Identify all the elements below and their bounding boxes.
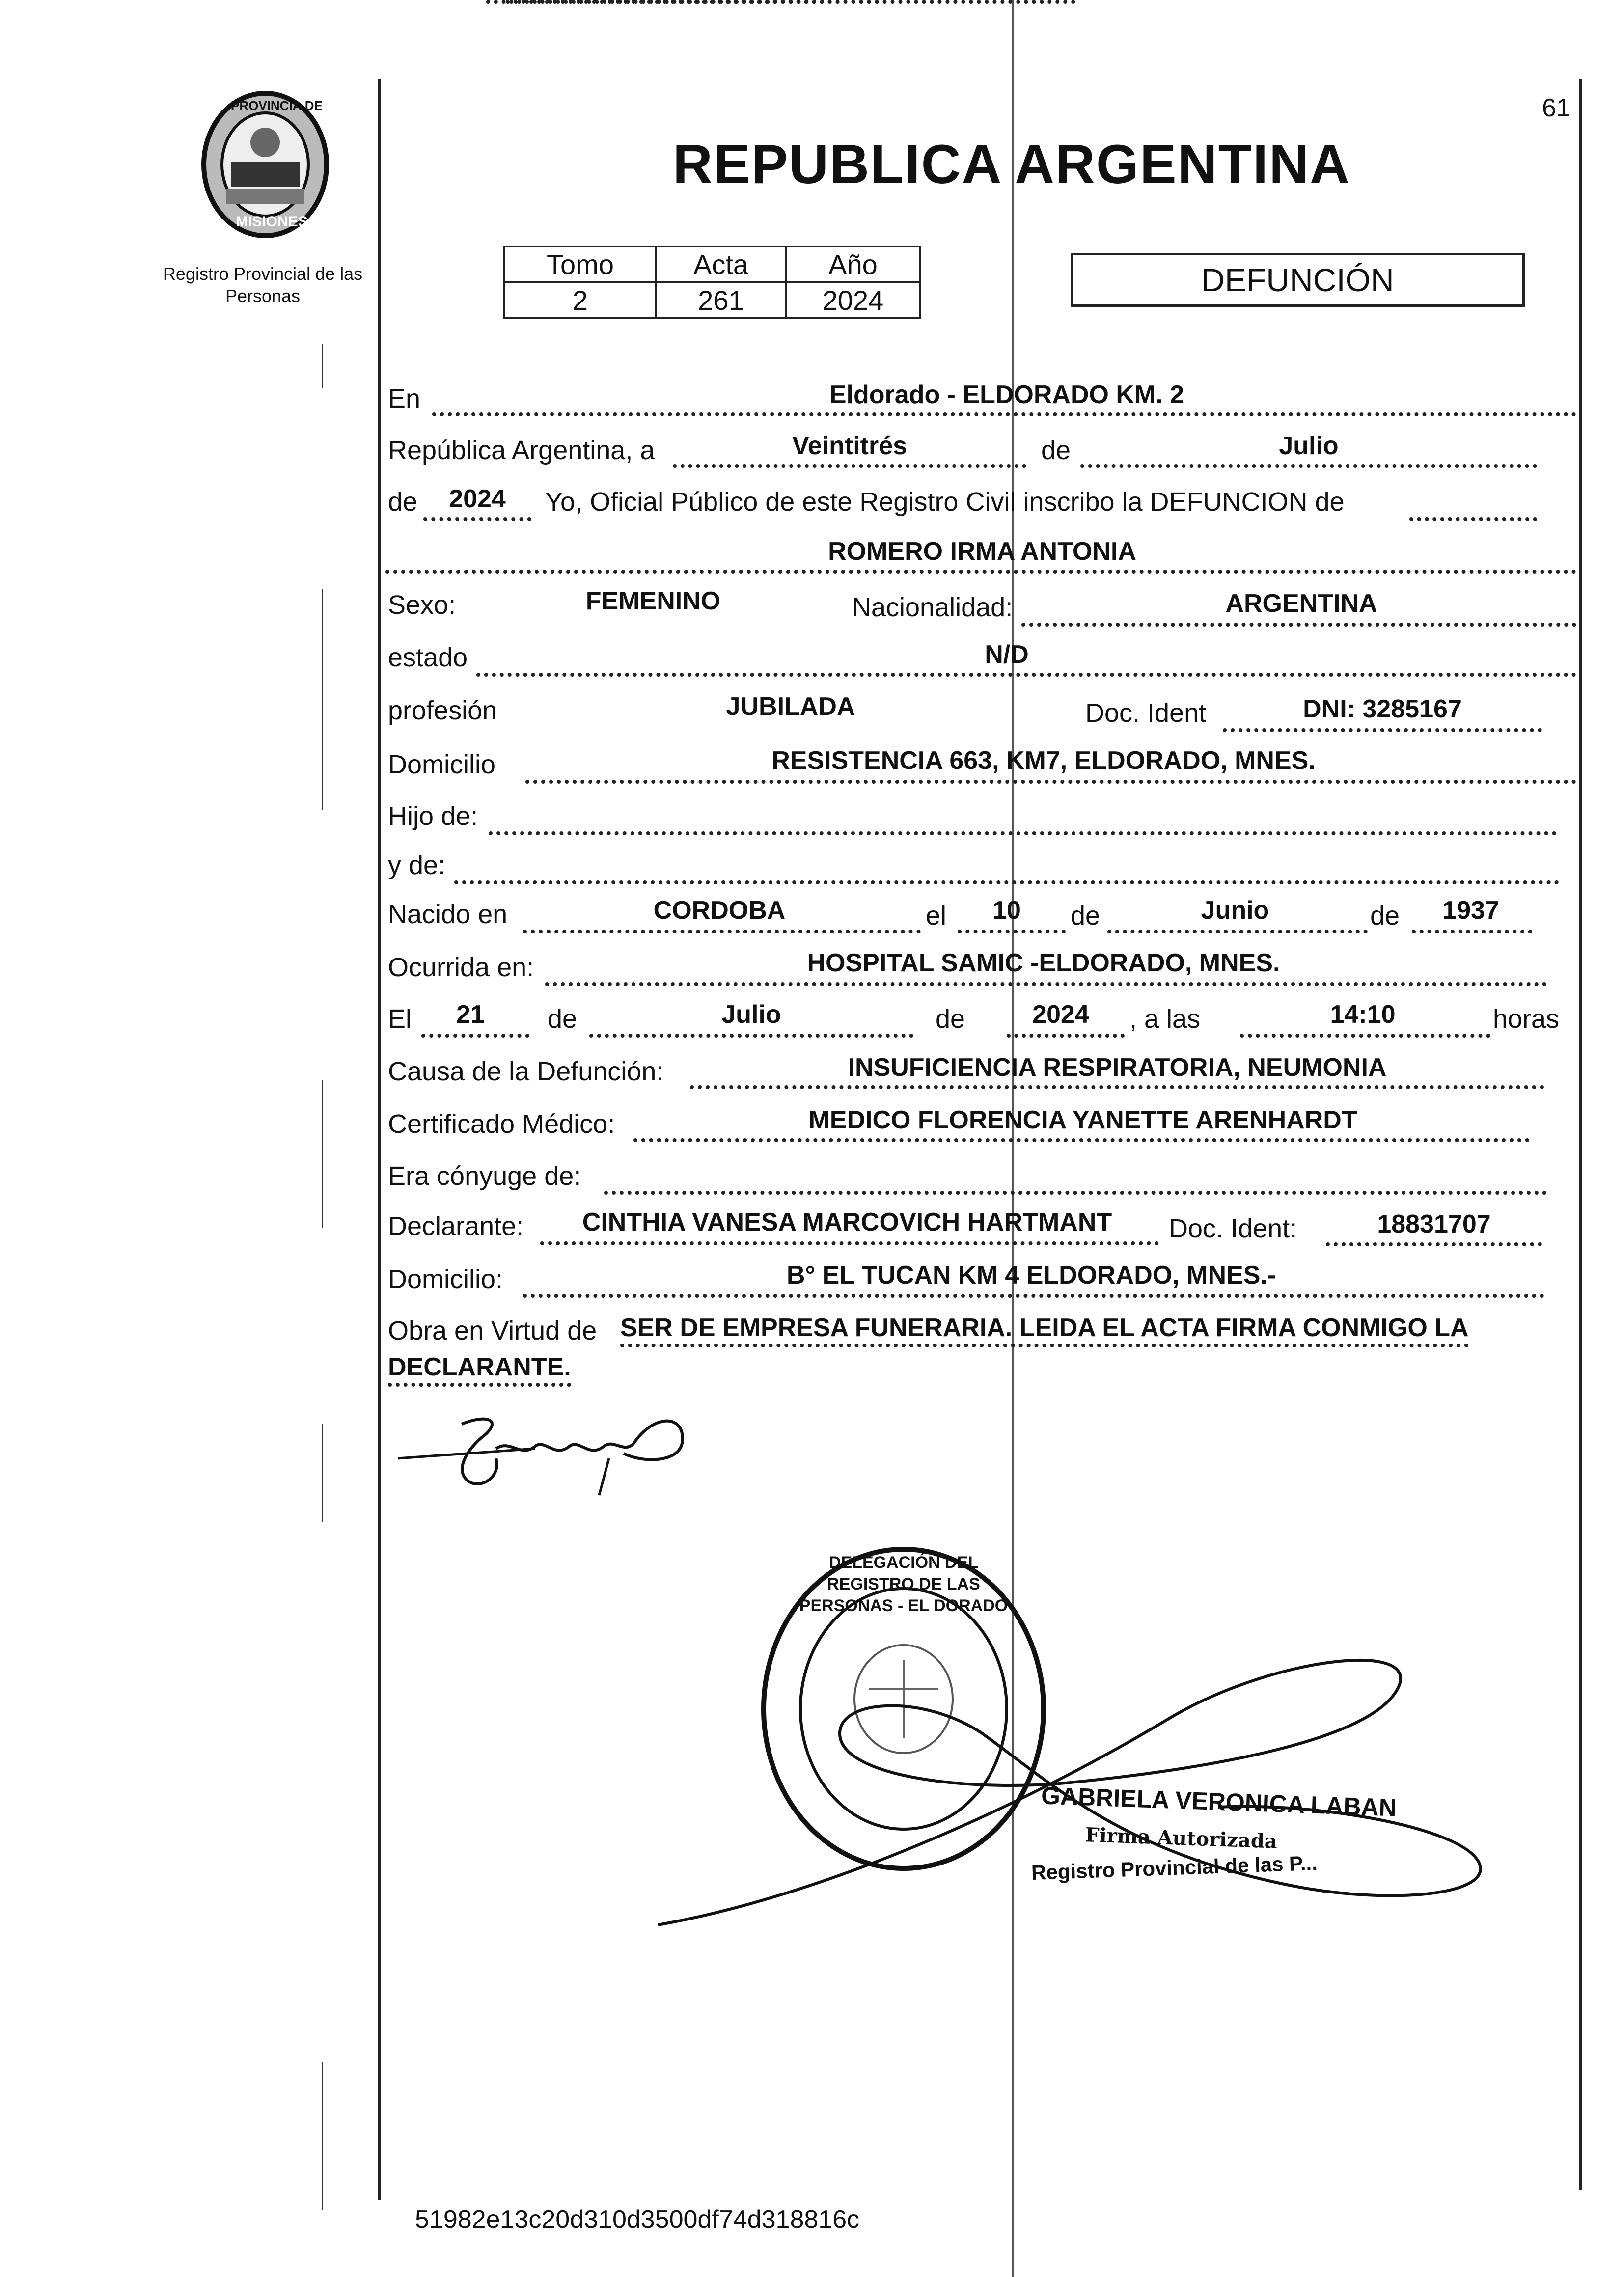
nacionalidad-dots	[1021, 623, 1576, 627]
officer-signature	[629, 1620, 1513, 1935]
republica-label: República Argentina, a	[388, 436, 655, 465]
obra-value-2: DECLARANTE.	[388, 1354, 571, 1387]
death-day-dots	[421, 1034, 529, 1038]
death-de1-label: de	[548, 1004, 578, 1034]
birth-month: Junio	[1201, 896, 1269, 925]
declarante-doc-value: 18831707	[1377, 1210, 1491, 1238]
causa-value: INSUFICIENCIA RESPIRATORIA, NEUMONIA	[848, 1053, 1387, 1082]
nacido-value: CORDOBA	[653, 896, 786, 925]
declarante-dom-value: B° EL TUCAN KM 4 ELDORADO, MNES.-	[786, 1261, 1276, 1289]
conyuge-dots	[604, 1191, 1547, 1195]
officer-name: GABRIELA VERONICA LABAN	[1041, 1782, 1397, 1822]
certificado-dots	[633, 1138, 1530, 1142]
anio-value: 2024	[786, 282, 920, 318]
ocurrida-label: Ocurrida en:	[388, 953, 534, 982]
death-month-dots	[589, 1034, 913, 1038]
nacionalidad-value: ARGENTINA	[1225, 589, 1377, 618]
hijo-dots	[489, 831, 1557, 835]
margin-tick	[322, 1080, 323, 1228]
estado-dots	[476, 673, 1576, 677]
yde-label: y de:	[388, 850, 446, 880]
hijo-label: Hijo de:	[388, 801, 478, 831]
doc-label: Doc. Ident	[1085, 698, 1207, 728]
declarante-doc-dots	[1326, 1242, 1542, 1246]
birth-day: 10	[992, 896, 1021, 925]
margin-tick	[322, 1424, 323, 1522]
en-dots	[432, 412, 1576, 416]
day-dots	[673, 464, 1026, 468]
margin-tick	[322, 344, 323, 388]
oficial-text: Yo, Oficial Público de este Registro Civil inscribo la DEFUNCION de	[545, 487, 1345, 517]
registry-label: Registro Provincial de las Personas	[163, 264, 363, 306]
death-time-dots	[1240, 1034, 1490, 1038]
document-hash: 51982e13c20d310d3500df74d318816c	[415, 2205, 860, 2234]
nacido-label: Nacido en	[388, 900, 508, 929]
tomo-header: Tomo	[504, 247, 656, 282]
stamp-seal-text: DELEGACIÓN DEL REGISTRO DE LAS PERSONAS - EL DORADO	[799, 1553, 1008, 1616]
conyuge-label: Era cónyuge de:	[388, 1161, 581, 1191]
a-las-label: , a las	[1129, 1004, 1201, 1034]
birth-de1-label: de	[1071, 901, 1101, 931]
year-dots	[423, 517, 531, 521]
ocurrida-dots	[545, 982, 1547, 986]
sexo-value: FEMENINO	[585, 587, 721, 615]
death-time: 14:10	[1330, 1000, 1396, 1029]
oficial-dots	[1409, 517, 1537, 521]
day-value: Veintitrés	[792, 432, 908, 460]
document-title: REPUBLICA ARGENTINA	[673, 134, 1350, 195]
de-label: de	[1041, 436, 1071, 465]
estado-value: N/D	[985, 640, 1029, 669]
declarante-value: CINTHIA VANESA MARCOVICH HARTMANT	[582, 1208, 1112, 1236]
birth-month-dots	[1107, 930, 1368, 933]
margin-tick	[322, 2062, 323, 2210]
left-margin-line	[378, 79, 381, 2200]
profesion-value: JUBILADA	[726, 692, 855, 721]
anio-header: Año	[786, 247, 920, 282]
acta-header: Acta	[656, 247, 786, 282]
seal-top-text: PROVINCIA DE	[231, 98, 323, 113]
record-type-box: DEFUNCIÓN	[1071, 253, 1525, 307]
causa-label: Causa de la Defunción:	[388, 1057, 664, 1086]
death-year: 2024	[1032, 1000, 1089, 1029]
year-value: 2024	[449, 485, 506, 513]
profesion-label: profesión	[388, 696, 497, 725]
birth-day-dots	[958, 930, 1066, 933]
margin-tick	[322, 589, 323, 810]
death-month: Julio	[721, 1000, 781, 1029]
page-number: 61	[1542, 94, 1570, 122]
declarante-label: Declarante:	[388, 1211, 524, 1241]
declarant-signature	[388, 1404, 702, 1503]
month-value: Julio	[1279, 432, 1339, 460]
officer-role: Firma Autorizada	[1085, 1823, 1278, 1853]
profesion-dots	[506, 0, 1075, 4]
tomo-value: 2	[504, 282, 656, 318]
death-el-label: El	[388, 1004, 412, 1034]
domicilio-dots	[525, 780, 1576, 784]
en-label: En	[388, 384, 421, 413]
acta-value: 261	[656, 282, 786, 318]
doc-dots	[1223, 728, 1542, 732]
officer-registry: Registro Provincial de las P...	[1031, 1851, 1318, 1885]
death-de2-label: de	[936, 1004, 965, 1034]
deceased-name: ROMERO IRMA ANTONIA	[828, 537, 1136, 566]
domicilio-label: Domicilio	[388, 750, 496, 779]
en-value: Eldorado - ELDORADO KM. 2	[829, 381, 1184, 409]
birth-year-dots	[1412, 930, 1532, 933]
yde-dots	[454, 880, 1559, 884]
right-margin-line	[1579, 79, 1582, 2190]
declarante-dom-dots	[523, 1294, 1544, 1298]
domicilio-value: RESISTENCIA 663, KM7, ELDORADO, MNES.	[771, 746, 1316, 775]
name-dots	[385, 570, 1576, 574]
el-label: el	[926, 901, 947, 931]
year-de-label: de	[388, 487, 418, 517]
certificado-value: MEDICO FLORENCIA YANETTE ARENHARDT	[808, 1106, 1357, 1134]
horas-label: horas	[1493, 1004, 1560, 1034]
obra-value-1: SER DE EMPRESA FUNERARIA. LEIDA EL ACTA FIRMA CONMIGO LA	[620, 1315, 1469, 1347]
birth-year: 1937	[1442, 896, 1499, 925]
provincial-seal	[196, 88, 334, 241]
declarante-doc-label: Doc. Ident:	[1169, 1214, 1297, 1243]
estado-label: estado	[388, 643, 468, 672]
death-year-dots	[1007, 1034, 1125, 1038]
doc-value: DNI: 3285167	[1303, 695, 1462, 723]
birth-de2-label: de	[1370, 901, 1400, 931]
seal-bottom-text: MISIONES	[236, 214, 308, 230]
ocurrida-value: HOSPITAL SAMIC -ELDORADO, MNES.	[807, 949, 1280, 977]
sexo-label: Sexo:	[388, 590, 456, 620]
tomo-table	[503, 246, 921, 319]
obra-label: Obra en Virtud de	[388, 1316, 597, 1345]
certificado-label: Certificado Médico:	[388, 1109, 615, 1139]
declarante-dom-label: Domicilio:	[388, 1264, 503, 1294]
causa-dots	[690, 1085, 1544, 1089]
nacionalidad-label: Nacionalidad:	[852, 593, 1013, 622]
month-dots	[1080, 464, 1537, 468]
death-day: 21	[456, 1000, 485, 1029]
nacido-dots	[523, 930, 921, 933]
declarante-dots	[540, 1241, 1159, 1245]
